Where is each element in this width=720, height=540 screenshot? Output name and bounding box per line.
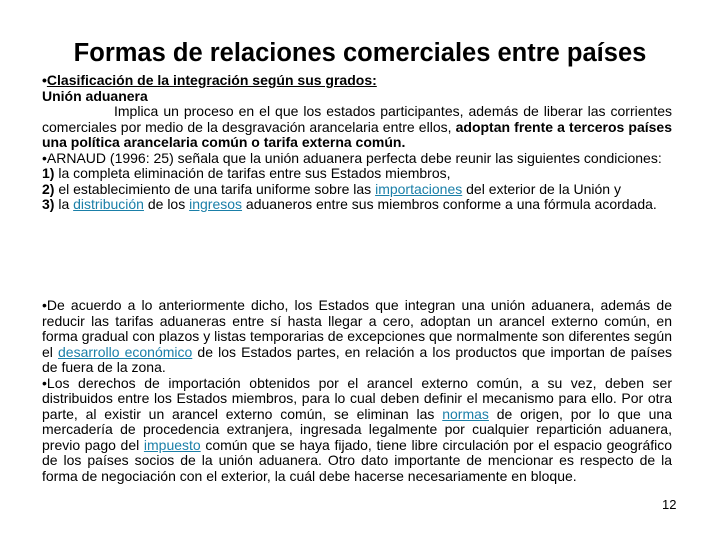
- condition-2: [42, 182, 672, 198]
- text-block-union-aduanera: [42, 73, 672, 213]
- bullet: •: [42, 72, 47, 88]
- condition-number: 1): [42, 165, 55, 181]
- paragraph-text: De acuerdo a lo anteriormente dicho, los Estados que integran una unión aduanera, además de reducir las tarifas aduaneras entre sí hasta llegar a cero, adoptan un arancel externo común, en forma gradual con plazos y listas temporarias de excepciones que normalmente son diferentes según el: [42, 297, 672, 360]
- classification-label: Clasificación de la integración según sus grados:: [46, 72, 377, 88]
- condition-3: [42, 197, 672, 213]
- bullet: •: [42, 149, 47, 166]
- bullet: •: [42, 374, 47, 391]
- paragraph-text: común que se haya fijado, tiene libre circulación por el espacio geográfico de los países socios de la unión aduanera. Otro dato importante de mencionar es respecto de la forma de negociación con el exterior, la cuál debe hacerse necesariamente en bloque.: [42, 436, 673, 484]
- condition-text: la completa eliminación de tarifas entre sus Estados miembros,: [58, 165, 451, 181]
- paragraph-arnaud: [42, 151, 672, 167]
- condition-text: aduaneros entre sus miembros conforme a una fórmula acordada.: [245, 196, 657, 212]
- link-impuesto[interactable]: impuesto: [143, 436, 201, 453]
- bullet: •: [42, 297, 47, 313]
- classification-heading: [42, 73, 672, 89]
- condition-text: el establecimiento de una tarifa uniforme sobre las: [58, 180, 372, 197]
- definition-text: Implica un proceso en el que los estados participantes, además de liberar las corrientes comerciales por medio de la desgravación arancelaria entre ellos,: [42, 103, 672, 135]
- condition-text: la: [58, 196, 70, 212]
- arnaud-text: ARNAUD (1996: 25) señala que la unión aduanera perfecta debe reunir las siguientes condiciones:: [46, 149, 662, 166]
- link-distribucion[interactable]: distribución: [73, 196, 144, 212]
- link-ingresos[interactable]: ingresos: [189, 196, 243, 212]
- paragraph-definition: [42, 104, 672, 151]
- paragraph-reduction: [42, 298, 672, 376]
- link-desarrollo-economico[interactable]: desarrollo económico: [58, 343, 193, 360]
- paragraph-text: Los derechos de importación obtenidos por el arancel externo común, a su vez, deben ser distribuidos entre los Estados miembros, para lo cual deben definir el mecanismo para ello. Por otra parte, al existir un arancel externo común, se eliminan las: [42, 374, 672, 422]
- paragraph-text: de origen, por lo que una mercadería de procedencia extranjera, ingresada legalmente por cualquier repartición aduanera, previo pago del: [42, 405, 672, 453]
- condition-number: 2): [42, 180, 55, 197]
- text-block-explanation: [42, 298, 672, 484]
- page-number: 12: [662, 497, 677, 512]
- condition-1: [42, 166, 672, 182]
- definition-bold: adoptan frente a terceros países una política arancelaria común o tarifa externa común.: [42, 118, 672, 150]
- link-importaciones[interactable]: importaciones: [375, 180, 463, 197]
- condition-number: 3): [42, 196, 55, 212]
- condition-text: de los: [147, 196, 186, 212]
- condition-text: del exterior de la Unión y: [466, 180, 621, 197]
- paragraph-import-rights: [42, 376, 672, 485]
- paragraph-text: de los Estados partes, en relación a los productos que importan de países de fuera de la zona.: [42, 343, 672, 375]
- slide-title: Formas de relaciones comerciales entre países: [73, 39, 647, 67]
- subheading-union-aduanera: Unión aduanera: [42, 87, 148, 104]
- link-normas[interactable]: normas: [442, 405, 489, 422]
